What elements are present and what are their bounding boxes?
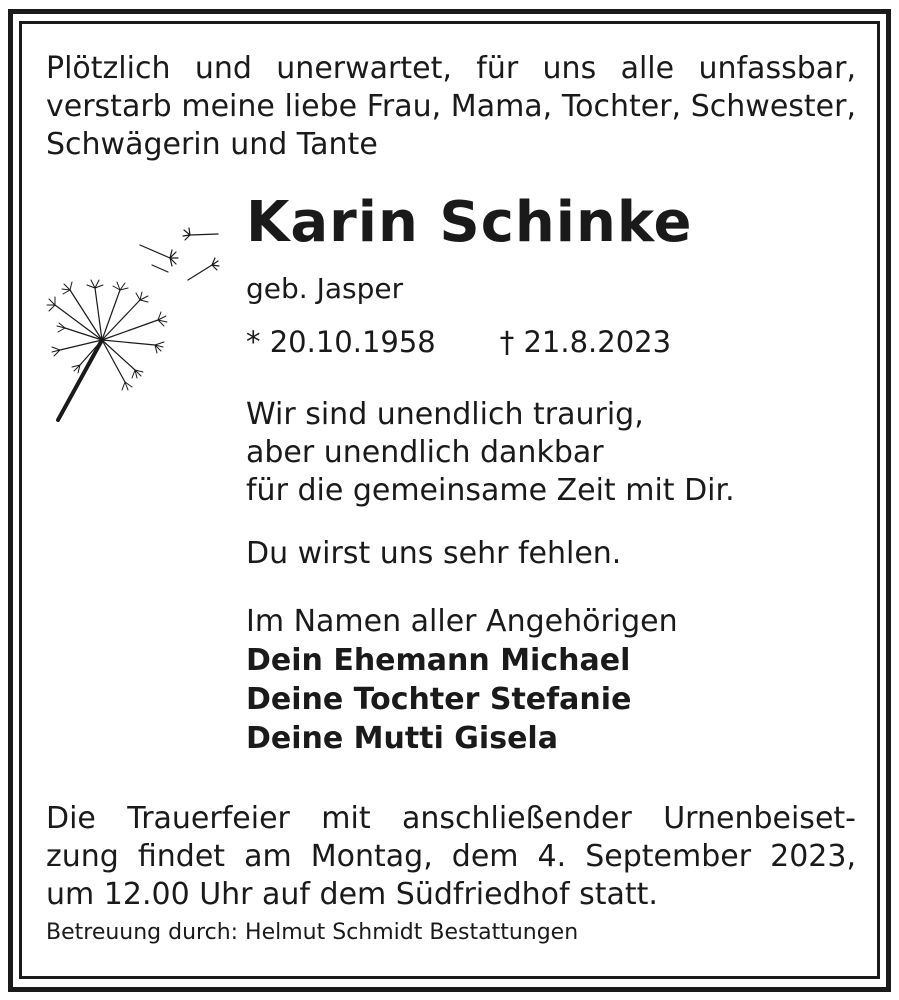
death-date: † 21.8.2023	[499, 325, 672, 359]
farewell-text: Du wirst uns sehr fehlen.	[246, 536, 622, 571]
signatories-intro: Im Namen aller Angehörigen	[246, 604, 678, 639]
intro-text	[46, 50, 856, 164]
funeral-line-3: um 12.00 Uhr auf dem Südfriedhof statt.	[46, 877, 658, 912]
life-dates	[246, 325, 671, 359]
signatory-daughter: Deine Tochter Stefanie	[246, 682, 632, 717]
deceased-name: Karin Schinke	[246, 190, 693, 255]
intro-line-3: Schwägerin und Tante	[46, 127, 378, 162]
signatories	[246, 602, 678, 758]
verse	[246, 396, 735, 510]
verse-line-2: aber unendlich dankbar	[246, 435, 604, 470]
verse-line-3: für die gemeinsame Zeit mit Dir.	[246, 473, 735, 508]
maiden-name: geb. Jasper	[246, 272, 404, 305]
funeral-line-1: Die Trauerfeier mit anschließender Urnenbeiset-	[46, 801, 856, 836]
funeral-notice	[46, 800, 856, 914]
dandelion-icon	[40, 210, 240, 430]
intro-line-2: verstarb meine liebe Frau, Mama, Tochter, Schwester,	[46, 89, 856, 124]
verse-line-1: Wir sind unendlich traurig,	[246, 397, 644, 432]
funeral-line-2: zung findet am Montag, dem 4. September 2023,	[46, 839, 856, 874]
undertaker-credit: Betreuung durch: Helmut Schmidt Bestattungen	[46, 920, 579, 945]
signatory-husband: Dein Ehemann Michael	[246, 643, 631, 678]
intro-line-1: Plötzlich und unerwartet, für uns alle unfassbar,	[46, 51, 856, 86]
signatory-mother: Deine Mutti Gisela	[246, 721, 558, 756]
birth-date: * 20.10.1958	[246, 325, 436, 359]
